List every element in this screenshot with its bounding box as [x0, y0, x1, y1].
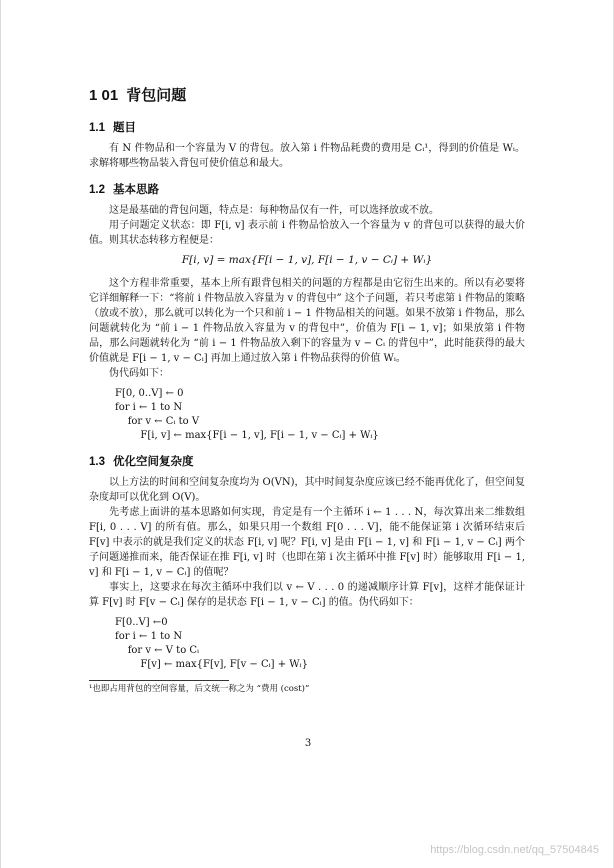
paragraph: 这个方程非常重要，基本上所有跟背包相关的问题的方程都是由它衍生出来的。所以有必要将它详细解释一下：“将前 i 件物品放入容量为 v 的背包中” 这个子问题，若只考虑第 i 件物品的策略（放或不放），那么就可以转化为一个只和前 i − 1 件物品相关的问题。如果不放第 i 件物品，那么问题就转化为 “前 i − 1 件物品放入容量为 v 的背包中”，价值为 F[i − 1, v]；如果放第 i 件物品，那么问题就转化为 “前 i − 1 件物品放入剩下的容量为 v − Cᵢ 的背包中”，此时能获得的最大价值就是 F[i − 1, v − Cᵢ] 再加上通过放入第 i 件物品获得的价值 Wᵢ。 [89, 278, 525, 364]
page-number: 3 [304, 738, 312, 749]
code-line: F[0, 0..V] ← 0 [115, 388, 184, 399]
code-line: for v ← Cᵢ to V [115, 416, 200, 427]
code-line: for i ← 1 to N [115, 631, 183, 642]
paragraph: 这是最基础的背包问题，特点是：每种物品仅有一件，可以选择放或不放。 [109, 205, 439, 216]
code-line: for i ← 1 to N [115, 402, 183, 413]
page-content [89, 84, 525, 695]
section-number: 1.2 [89, 184, 105, 196]
paragraph: 事实上，这要求在每次主循环中我们以 v ← V . . . 0 的递减顺序计算 F[v]，这样才能保证计算 F[v] 时 F[v − Cᵢ] 保存的是状态 F[i − 1, v − Cᵢ] 的值。伪代码如下： [89, 582, 525, 608]
section-heading-basic-idea [89, 181, 525, 197]
section-number: 1.3 [89, 456, 105, 468]
paragraph: 伪代码如下： [109, 368, 169, 379]
section-title: 题目 [113, 122, 136, 134]
footnote-divider [89, 680, 229, 681]
chapter-heading [89, 84, 525, 105]
state-transition-equation: F[i, v] = max{F[i − 1, v], F[i − 1, v − Cᵢ] + Wᵢ} [181, 254, 433, 266]
pseudocode-block [115, 387, 525, 443]
paragraph: 先考虑上面讲的基本思路如何实现，肯定是有一个主循环 i ← 1 . . . N，每次算出来二维数组 F[i, 0 . . . V] 的所有值。那么，如果只用一个数组 F[0 . . . V]，能不能保证第 i 次循环结束后 F[v] 中表示的就是我们定义的状态 F[i, v] 呢？F[i, v] 是由 F[i − 1, v] 和 F[i − 1, v − Cᵢ] 两个子问题递推而来，能否保证在推 F[i, v] 时（也即在第 i 次主循环中推 F[v] 时）能够取用 F[i − 1, v] 和 F[i − 1, v − Cᵢ] 的值呢？ [89, 507, 525, 578]
code-line: for v ← V to Cᵢ [115, 645, 200, 656]
footnote: ¹也即占用背包的空间容量，后文统一称之为 “费用 (cost)” [89, 684, 310, 694]
watermark-url: https://blog.csdn.net/qq_57504845 [430, 844, 599, 856]
paragraph: 有 N 件物品和一个容量为 V 的背包。放入第 i 件物品耗费的费用是 Cᵢ¹，得到的价值是 Wᵢ。求解将哪些物品装入背包可使价值总和最大。 [89, 143, 525, 169]
paragraph: 用子问题定义状态：即 F[i, v] 表示前 i 件物品恰放入一个容量为 v 的背包可以获得的最大价值。则其状态转移方程便是： [89, 220, 525, 246]
section-heading-space-optimization [89, 453, 525, 469]
section-heading-problem [89, 119, 525, 135]
chapter-title: 背包问题 [126, 87, 187, 104]
section-number: 1.1 [89, 122, 105, 134]
paragraph: 以上方法的时间和空间复杂度均为 O(VN)，其中时间复杂度应该已经不能再优化了，但空间复杂度却可以优化到 O(V)。 [89, 477, 525, 503]
chapter-number: 1 01 [89, 87, 119, 104]
section-title: 优化空间复杂度 [113, 456, 194, 468]
code-line: F[i, v] ← max{F[i − 1, v], F[i − 1, v − Cᵢ] + Wᵢ} [115, 430, 379, 441]
code-line: F[v] ← max{F[v], F[v − Cᵢ] + Wᵢ} [115, 659, 308, 670]
section-title: 基本思路 [113, 184, 159, 196]
code-line: F[0..V] ←0 [115, 617, 168, 628]
pseudocode-block [115, 616, 525, 672]
